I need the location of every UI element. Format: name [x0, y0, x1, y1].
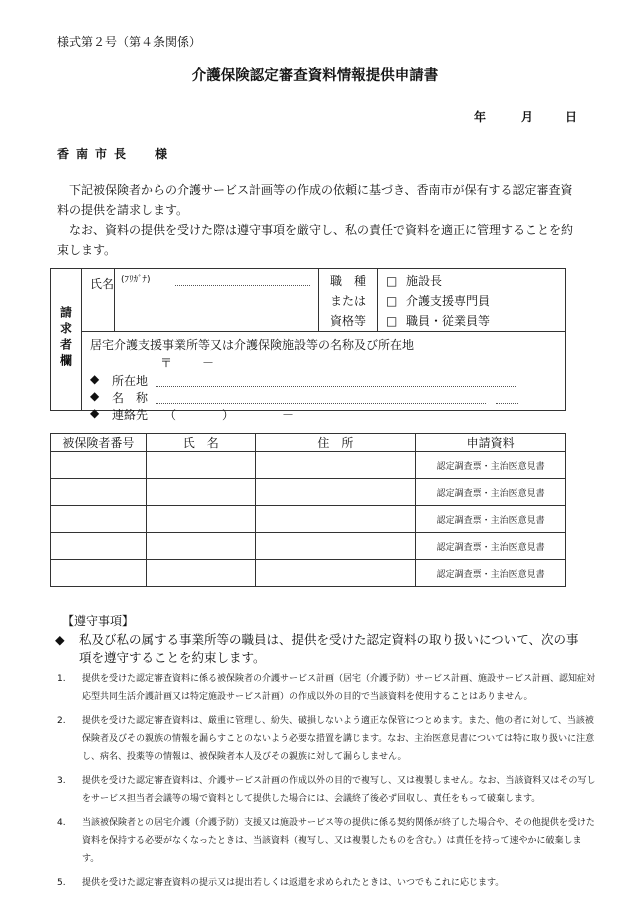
rule-text: 提供を受けた認定審査資料に係る被保険者の介護サービス計画（居宅（介護予防）サービス計画、施設サービス計画、認知症対応型共同生活介護計画又は特定施設サービス計画）の作成以外の目的で当該資料を使用することはありません。	[82, 674, 596, 702]
checkbox[interactable]: □	[386, 314, 398, 328]
contact-open-paren: （	[164, 408, 177, 422]
facility-block	[82, 332, 566, 422]
postal-mark: 〒	[160, 356, 173, 370]
form-number: 様式第２号（第４条関係）	[57, 35, 202, 49]
list-item	[57, 670, 597, 706]
insured-address-cell[interactable]	[255, 452, 416, 479]
job-label-line: または	[329, 294, 366, 308]
rule-text: 当該被保険者との居宅介護（介護予防）支援又は施設サービス等の提供に係る契約関係が終了した場合や、その他提供を受けた資料を保持する必要がなくなったときは、当該資料（複写し、又は複製したものを含む。）は責任を持って速やかに破棄します。	[82, 818, 595, 864]
insured-name-cell[interactable]	[146, 506, 255, 533]
address-field[interactable]	[156, 386, 516, 387]
contact-bullet: ◆	[90, 406, 100, 420]
requested-documents-cell: 認定調査票・主治医意見書	[416, 452, 566, 479]
insured-table	[50, 433, 566, 587]
job-label	[319, 269, 378, 332]
facility-name-field[interactable]	[156, 403, 486, 404]
furigana-label: (ﾌﾘｶﾞﾅ)	[121, 275, 151, 285]
rule-number: 3.	[57, 776, 66, 786]
name-label: 氏名	[82, 269, 115, 332]
requested-documents-cell: 認定調査票・主治医意見書	[416, 533, 566, 560]
requested-documents-cell: 認定調査票・主治医意見書	[416, 479, 566, 506]
table-row	[51, 533, 566, 560]
compliance-list	[57, 670, 597, 898]
rule-text: 提供を受けた認定審査資料は、厳重に管理し、紛失、破損しないよう適正な保管につとめます。また、他の者に対して、当該被保険者及びその親族の情報を漏らすことのないよう必要な措置を講じます。なお、主治医意見書については特に取り扱いに注意し、病名、投薬等の情報は、被保険者本人及びその親族に対して漏らしません。	[82, 716, 595, 762]
table-row	[51, 506, 566, 533]
rule-text: 提供を受けた認定審査資料の提示又は提出若しくは返還を求められたときは、いつでもこれに応じます。	[82, 878, 505, 888]
addressee-name: 香南市長	[57, 147, 134, 161]
table-header-row	[51, 434, 566, 452]
job-options	[378, 269, 566, 332]
insured-address-cell[interactable]	[255, 479, 416, 506]
col-header-address: 住 所	[255, 434, 416, 452]
compliance-lead-text: 私及び私の属する事業所等の職員は、提供を受けた認定資料の取り扱いについて、次の事項を遵守することを約束します。	[79, 632, 579, 665]
job-option-care-manager[interactable]: □ 介護支援専門員	[386, 291, 565, 311]
promise-paragraph: なお、資料の提供を受けた際は遵守事項を厳守し、私の責任で資料を適正に管理することを約束します。	[57, 223, 574, 257]
insured-number-cell[interactable]	[51, 452, 147, 479]
addressee-honorific: 様	[155, 147, 175, 161]
address-label: 所在地	[112, 374, 149, 388]
postal-dash: －	[202, 356, 215, 370]
table-row	[51, 479, 566, 506]
job-option-staff[interactable]: □ 職員・従業員等	[386, 311, 565, 331]
insured-number-cell[interactable]	[51, 533, 147, 560]
name-field[interactable]	[115, 269, 319, 332]
date-year: 年	[474, 110, 487, 124]
facility-name-field-end	[496, 403, 518, 404]
compliance-heading: 【遵守事項】	[62, 614, 135, 628]
checkbox[interactable]: □	[386, 274, 398, 288]
rule-text: 提供を受けた認定審査資料は、介護サービス計画の作成以外の目的で複写し、又は複製しません。なお、当該資料又はその写しをサービス担当者会議等の場で資料として提供した場合には、会議終了後必ず回収し、責任をもって破棄します。	[82, 776, 596, 804]
rule-number: 4.	[57, 818, 66, 828]
name-bullet: ◆	[90, 389, 100, 403]
requested-documents-cell: 認定調査票・主治医意見書	[416, 506, 566, 533]
insured-number-cell[interactable]	[51, 506, 147, 533]
date-month: 月	[521, 110, 534, 124]
requested-documents-cell: 認定調査票・主治医意見書	[416, 560, 566, 587]
insured-name-cell[interactable]	[146, 452, 255, 479]
insured-number-cell[interactable]	[51, 560, 147, 587]
insured-number-cell[interactable]	[51, 479, 147, 506]
col-header-documents: 申請資料	[416, 434, 566, 452]
compliance-lead	[55, 631, 590, 667]
document-title: 介護保険認定審査資料情報提供申請書	[191, 68, 439, 84]
list-item	[57, 874, 597, 892]
job-label-line: 職 種	[329, 274, 366, 288]
facility-heading: 居宅介護支援事業所等又は介護保険施設等の名称及び所在地	[90, 338, 415, 352]
rule-number: 1.	[57, 674, 66, 684]
contact-close-paren: ）	[222, 408, 235, 422]
insured-address-cell[interactable]	[255, 560, 416, 587]
col-header-name: 氏 名	[146, 434, 255, 452]
insured-name-cell[interactable]	[146, 479, 255, 506]
compliance-bullet: ◆	[55, 632, 65, 647]
insured-name-cell[interactable]	[146, 533, 255, 560]
job-label-line: 資格等	[329, 314, 366, 328]
facility-name-label: 名 称	[112, 391, 149, 405]
rule-number: 2.	[57, 716, 66, 726]
furigana-line	[175, 285, 310, 286]
table-row	[51, 452, 566, 479]
applicant-table	[50, 268, 566, 422]
contact-dash: －	[282, 408, 295, 422]
request-paragraph: 下記被保険者からの介護サービス計画等の作成の依頼に基づき、香南市が保有する認定審査資料の提供を請求します。	[57, 183, 573, 217]
table-row	[51, 560, 566, 587]
list-item	[57, 772, 597, 808]
checkbox[interactable]: □	[386, 294, 398, 308]
address-bullet: ◆	[90, 372, 100, 386]
contact-label: 連絡先	[112, 408, 149, 422]
job-option-director[interactable]: □ 施設長	[386, 271, 565, 291]
applicant-section-label: 請求者欄	[51, 269, 82, 411]
rule-number: 5.	[57, 878, 66, 888]
insured-name-cell[interactable]	[146, 560, 255, 587]
list-item	[57, 712, 597, 766]
insured-address-cell[interactable]	[255, 533, 416, 560]
addressee	[57, 145, 174, 162]
date-day: 日	[565, 110, 578, 124]
insured-address-cell[interactable]	[255, 506, 416, 533]
list-item	[57, 814, 597, 868]
col-header-number: 被保険者番号	[51, 434, 147, 452]
